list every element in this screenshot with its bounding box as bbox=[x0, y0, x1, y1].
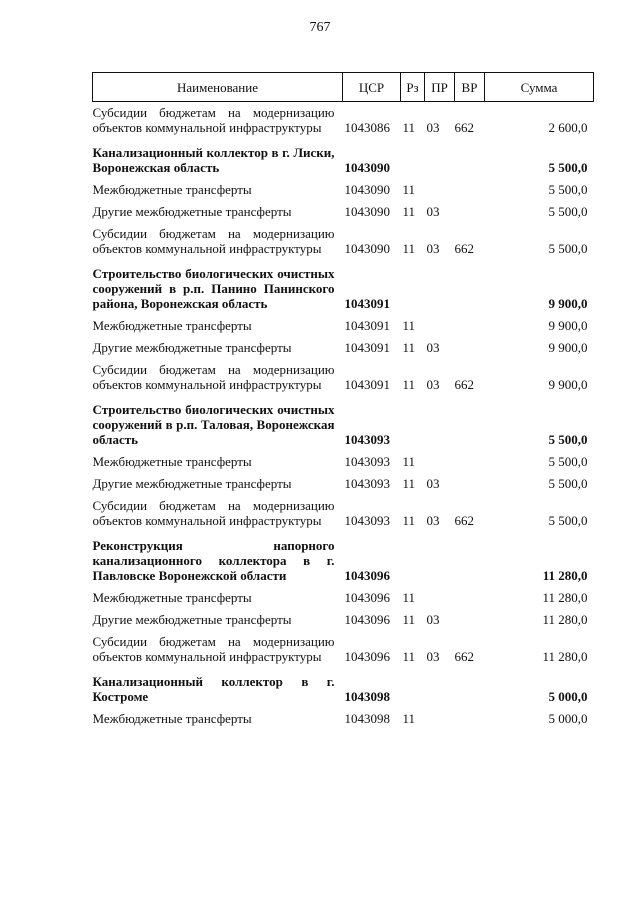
table-row bbox=[93, 315, 594, 337]
cell-csr: 1043091 bbox=[344, 296, 390, 311]
table-row bbox=[93, 260, 594, 315]
cell-sum: 5 500,0 bbox=[548, 476, 588, 491]
table-row bbox=[93, 708, 594, 730]
cell-sum: 5 500,0 bbox=[548, 454, 588, 469]
cell-vr bbox=[455, 179, 485, 201]
cell-rz: 11 bbox=[402, 649, 416, 664]
header-pr: ПР bbox=[425, 73, 455, 102]
cell-rz bbox=[401, 139, 425, 179]
cell-pr: 03 bbox=[426, 649, 440, 664]
cell-csr: 1043096 bbox=[344, 590, 390, 605]
cell-name: Другие межбюджетные трансферты bbox=[92, 204, 292, 219]
cell-name: Межбюджетные трансферты bbox=[92, 711, 252, 726]
cell-rz: 11 bbox=[402, 377, 416, 392]
cell-sum: 9 900,0 bbox=[548, 340, 588, 355]
cell-name: Другие межбюджетные трансферты bbox=[92, 612, 292, 627]
cell-vr: 662 bbox=[454, 241, 474, 256]
cell-csr: 1043093 bbox=[344, 454, 390, 469]
table-row bbox=[93, 359, 594, 396]
cell-vr: 662 bbox=[454, 377, 474, 392]
cell-vr bbox=[455, 315, 485, 337]
cell-pr: 03 bbox=[426, 204, 440, 219]
cell-rz bbox=[401, 668, 425, 708]
cell-sum: 11 280,0 bbox=[542, 590, 588, 605]
cell-rz: 11 bbox=[402, 590, 416, 605]
table-row bbox=[93, 337, 594, 359]
cell-csr: 1043096 bbox=[344, 649, 390, 664]
table-row bbox=[93, 587, 594, 609]
cell-rz: 11 bbox=[402, 513, 416, 528]
cell-csr: 1043093 bbox=[344, 513, 390, 528]
cell-pr: 03 bbox=[426, 612, 440, 627]
cell-name: Межбюджетные трансферты bbox=[92, 454, 252, 469]
cell-vr bbox=[455, 532, 485, 587]
cell-name: Строительство биологических очистных сооружений в р.п. Таловая, Воронежская область bbox=[92, 402, 335, 447]
cell-sum: 5 500,0 bbox=[548, 160, 588, 175]
cell-rz: 11 bbox=[402, 612, 416, 627]
cell-vr bbox=[455, 396, 485, 451]
cell-csr: 1043091 bbox=[344, 340, 390, 355]
cell-sum: 5 000,0 bbox=[548, 689, 588, 704]
table-row bbox=[93, 495, 594, 532]
cell-pr bbox=[425, 587, 455, 609]
cell-rz: 11 bbox=[402, 182, 416, 197]
cell-sum: 11 280,0 bbox=[542, 568, 588, 583]
cell-sum: 5 500,0 bbox=[548, 182, 588, 197]
cell-vr: 662 bbox=[454, 649, 474, 664]
cell-pr bbox=[425, 179, 455, 201]
cell-vr bbox=[455, 139, 485, 179]
table-row bbox=[93, 139, 594, 179]
table-row bbox=[93, 396, 594, 451]
cell-name: Субсидии бюджетам на модернизацию объектов коммунальной инфраструктуры bbox=[92, 362, 335, 392]
cell-name: Канализационный коллектор в г. Костроме bbox=[92, 674, 335, 704]
page-number: 767 bbox=[309, 20, 331, 35]
cell-vr bbox=[455, 337, 485, 359]
cell-sum: 2 600,0 bbox=[548, 120, 588, 135]
cell-pr bbox=[425, 451, 455, 473]
table-row bbox=[93, 473, 594, 495]
cell-pr: 03 bbox=[426, 241, 440, 256]
cell-vr bbox=[455, 708, 485, 730]
cell-rz: 11 bbox=[402, 340, 416, 355]
budget-table bbox=[92, 72, 594, 730]
cell-csr: 1043093 bbox=[344, 476, 390, 491]
cell-rz: 11 bbox=[402, 454, 416, 469]
cell-vr bbox=[455, 587, 485, 609]
cell-name: Субсидии бюджетам на модернизацию объектов коммунальной инфраструктуры bbox=[92, 226, 335, 256]
cell-csr: 1043098 bbox=[344, 711, 390, 726]
cell-csr: 1043090 bbox=[344, 204, 390, 219]
cell-rz: 11 bbox=[402, 120, 416, 135]
cell-vr: 662 bbox=[454, 120, 474, 135]
cell-vr bbox=[455, 260, 485, 315]
cell-rz: 11 bbox=[402, 204, 416, 219]
cell-sum: 9 900,0 bbox=[548, 318, 588, 333]
cell-csr: 1043090 bbox=[344, 160, 390, 175]
table-row bbox=[93, 668, 594, 708]
cell-name: Субсидии бюджетам на модернизацию объектов коммунальной инфраструктуры bbox=[92, 105, 335, 135]
table-row bbox=[93, 223, 594, 260]
cell-vr: 662 bbox=[454, 513, 474, 528]
cell-name: Межбюджетные трансферты bbox=[92, 182, 252, 197]
cell-rz: 11 bbox=[402, 241, 416, 256]
cell-pr bbox=[425, 260, 455, 315]
cell-name: Субсидии бюджетам на модернизацию объектов коммунальной инфраструктуры bbox=[92, 498, 335, 528]
cell-vr bbox=[455, 201, 485, 223]
cell-name: Другие межбюджетные трансферты bbox=[92, 476, 292, 491]
header-csr: ЦСР bbox=[343, 73, 401, 102]
table-row bbox=[93, 179, 594, 201]
cell-pr bbox=[425, 668, 455, 708]
table-body bbox=[93, 102, 594, 731]
table-row bbox=[93, 631, 594, 668]
table-row bbox=[93, 532, 594, 587]
cell-sum: 11 280,0 bbox=[542, 649, 588, 664]
cell-rz bbox=[401, 532, 425, 587]
cell-pr bbox=[425, 396, 455, 451]
cell-name: Межбюджетные трансферты bbox=[92, 318, 252, 333]
cell-pr: 03 bbox=[426, 513, 440, 528]
cell-name: Канализационный коллектор в г. Лиски, Воронежская область bbox=[92, 145, 335, 175]
table-row bbox=[93, 451, 594, 473]
cell-csr: 1043090 bbox=[344, 241, 390, 256]
cell-rz bbox=[401, 396, 425, 451]
cell-name: Реконструкция напорного канализационного коллектора в г. Павловске Воронежской области bbox=[92, 538, 335, 583]
cell-sum: 5 500,0 bbox=[548, 513, 588, 528]
cell-vr bbox=[455, 668, 485, 708]
header-vr: ВР bbox=[455, 73, 485, 102]
table-header-row bbox=[93, 73, 594, 102]
cell-sum: 11 280,0 bbox=[542, 612, 588, 627]
cell-sum: 9 900,0 bbox=[548, 377, 588, 392]
cell-name: Межбюджетные трансферты bbox=[92, 590, 252, 605]
cell-name: Субсидии бюджетам на модернизацию объектов коммунальной инфраструктуры bbox=[92, 634, 335, 664]
cell-csr: 1043096 bbox=[344, 568, 390, 583]
cell-sum: 5 500,0 bbox=[548, 432, 588, 447]
cell-vr bbox=[455, 473, 485, 495]
cell-pr: 03 bbox=[426, 377, 440, 392]
cell-sum: 5 500,0 bbox=[548, 204, 588, 219]
cell-vr bbox=[455, 451, 485, 473]
cell-sum: 9 900,0 bbox=[548, 296, 588, 311]
cell-csr: 1043098 bbox=[344, 689, 390, 704]
cell-name: Другие межбюджетные трансферты bbox=[92, 340, 292, 355]
header-name: Наименование bbox=[93, 73, 343, 102]
header-sum: Сумма bbox=[485, 73, 594, 102]
cell-pr: 03 bbox=[426, 476, 440, 491]
cell-rz bbox=[401, 260, 425, 315]
cell-pr bbox=[425, 139, 455, 179]
cell-pr bbox=[425, 532, 455, 587]
cell-csr: 1043090 bbox=[344, 182, 390, 197]
cell-csr: 1043091 bbox=[344, 377, 390, 392]
cell-rz: 11 bbox=[402, 318, 416, 333]
cell-csr: 1043091 bbox=[344, 318, 390, 333]
table-row bbox=[93, 102, 594, 140]
cell-pr: 03 bbox=[426, 120, 440, 135]
cell-csr: 1043096 bbox=[344, 612, 390, 627]
table-row bbox=[93, 609, 594, 631]
cell-csr: 1043086 bbox=[344, 120, 390, 135]
cell-csr: 1043093 bbox=[344, 432, 390, 447]
cell-pr bbox=[425, 315, 455, 337]
header-rz: Рз bbox=[401, 73, 425, 102]
cell-pr bbox=[425, 708, 455, 730]
cell-sum: 5 000,0 bbox=[548, 711, 588, 726]
cell-name: Строительство биологических очистных сооружений в р.п. Панино Панинского района, Воронежская область bbox=[92, 266, 335, 311]
cell-pr: 03 bbox=[426, 340, 440, 355]
cell-rz: 11 bbox=[402, 711, 416, 726]
cell-sum: 5 500,0 bbox=[548, 241, 588, 256]
table-row bbox=[93, 201, 594, 223]
cell-rz: 11 bbox=[402, 476, 416, 491]
cell-vr bbox=[455, 609, 485, 631]
